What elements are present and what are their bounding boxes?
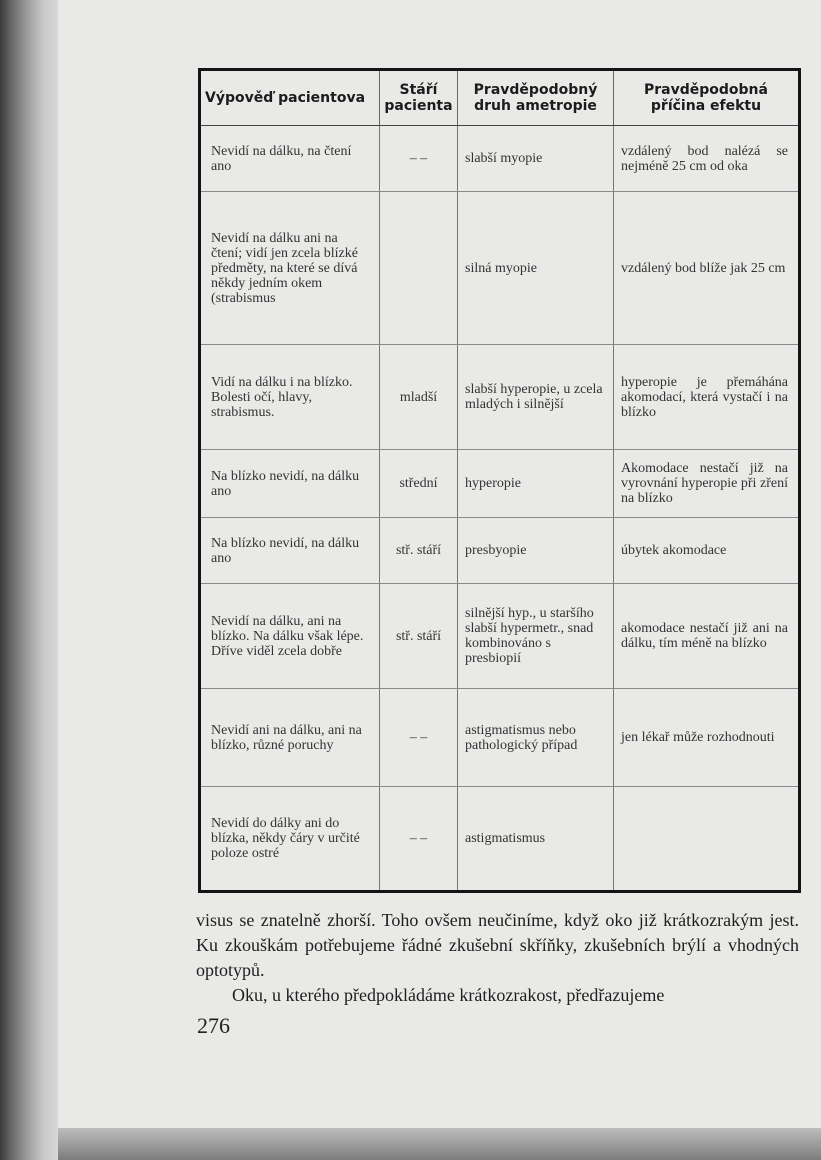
cell-age — [380, 192, 458, 345]
cell-complaint: Na blízko nevidí, na dálku ano — [200, 518, 380, 584]
cell-age: stř. stáří — [380, 518, 458, 584]
cell-age: mladší — [380, 345, 458, 450]
cell-age: stř. stáří — [380, 584, 458, 689]
cell-type: astigmatismus — [458, 787, 614, 892]
cell-cause: jen lékař může rozhodnouti — [614, 689, 800, 787]
table-row — [200, 126, 800, 192]
page-bottom-edge — [58, 1128, 821, 1160]
cell-cause: Akomodace nestačí již na vyrovnání hyperopie při zření na blízko — [614, 450, 800, 518]
cell-age: – – — [380, 689, 458, 787]
cell-complaint: Nevidí na dálku, na čtení ano — [200, 126, 380, 192]
cell-cause: vzdálený bod blíže jak 25 cm — [614, 192, 800, 345]
table-row — [200, 689, 800, 787]
table-row — [200, 518, 800, 584]
cell-type: slabší myopie — [458, 126, 614, 192]
cell-cause — [614, 787, 800, 892]
cell-age: střední — [380, 450, 458, 518]
body-paragraph: visus se znatelně zhorší. Toho ovšem neučiníme, když oko již krátkozrakým jest. Ku zkouškám potřebujeme řádné zkušební skříňky, zkušebních brýlí a vhodných optotypů. — [196, 910, 799, 980]
cell-cause: vzdálený bod nalézá se nejméně 25 cm od oka — [614, 126, 800, 192]
header-patient-statement: Výpověď pacientova — [200, 70, 380, 126]
cell-type: astigmatismus nebo pathologický případ — [458, 689, 614, 787]
cell-type: slabší hyperopie, u zcela mladých i silnější — [458, 345, 614, 450]
cell-complaint: Nevidí do dálky ani do blízka, někdy čáry v určité poloze ostré — [200, 787, 380, 892]
table-row — [200, 345, 800, 450]
cell-age: – – — [380, 126, 458, 192]
body-paragraph: Oku, u kterého předpokládáme krátkozrakost, předřazujeme — [232, 985, 665, 1005]
cell-type: hyperopie — [458, 450, 614, 518]
header-ametropia-type: Pravděpodobný druh ametropie — [458, 70, 614, 126]
cell-cause: akomodace nestačí již ani na dálku, tím méně na blízko — [614, 584, 800, 689]
cell-cause: úbytek akomodace — [614, 518, 800, 584]
cell-age: – – — [380, 787, 458, 892]
book-binding-shadow — [0, 0, 62, 1160]
table-row — [200, 450, 800, 518]
table-header-row — [200, 70, 800, 126]
table-row — [200, 192, 800, 345]
cell-type: presbyopie — [458, 518, 614, 584]
header-effect-cause: Pravděpodobná příčina efektu — [614, 70, 800, 126]
body-text — [196, 908, 799, 1008]
cell-type: silná myopie — [458, 192, 614, 345]
cell-complaint: Nevidí ani na dálku, ani na blízko, různé poruchy — [200, 689, 380, 787]
cell-complaint: Na blízko nevidí, na dálku ano — [200, 450, 380, 518]
header-patient-age: Stáří pacienta — [380, 70, 458, 126]
table-row — [200, 584, 800, 689]
cell-complaint: Vidí na dálku i na blízko. Bolesti očí, hlavy, strabismus. — [200, 345, 380, 450]
cell-cause: hyperopie je přemáhána akomodací, která vystačí i na blízko — [614, 345, 800, 450]
cell-complaint: Nevidí na dálku ani na čtení; vidí jen zcela blízké předměty, na které se dívá někdy jedním okem (strabismus — [200, 192, 380, 345]
cell-complaint: Nevidí na dálku, ani na blízko. Na dálku však lépe. Dříve viděl zcela dobře — [200, 584, 380, 689]
ametropia-table — [198, 68, 801, 893]
page-number: 276 — [197, 1013, 230, 1038]
cell-type: silnější hyp., u staršího slabší hypermetr., snad kombinováno s presbiopií — [458, 584, 614, 689]
table-row — [200, 787, 800, 892]
